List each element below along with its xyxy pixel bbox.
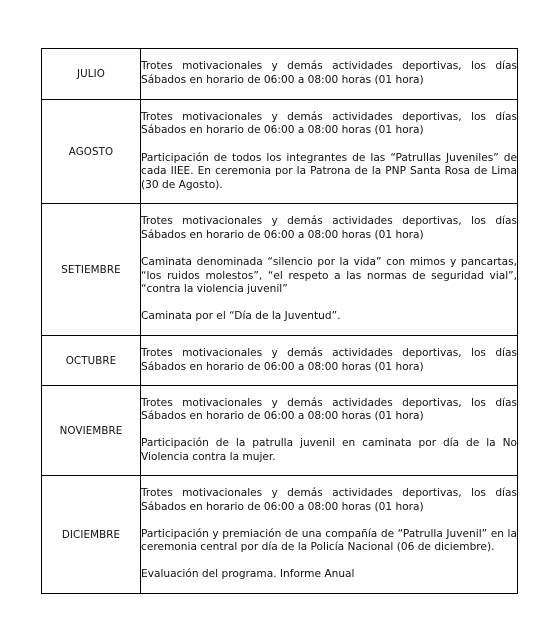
table-row bbox=[42, 386, 518, 476]
activity-cell bbox=[141, 49, 518, 100]
table-row bbox=[42, 476, 518, 594]
activities-schedule-table bbox=[41, 48, 518, 594]
activity-cell bbox=[141, 336, 518, 386]
table-row bbox=[42, 204, 518, 336]
table-row bbox=[42, 49, 518, 100]
activity-paragraph: Trotes motivacionales y demás actividades deportivas, los días Sábados en horario de 06:00 a 08:00 horas (01 hora) bbox=[141, 346, 517, 373]
activity-paragraph: Participación de la patrulla juvenil en caminata por día de la No Violencia contra la mujer. bbox=[141, 437, 517, 463]
activity-cell bbox=[141, 476, 518, 594]
month-cell: DICIEMBRE bbox=[42, 476, 141, 594]
activity-paragraph: Participación y premiación de una compañía de “Patrulla Juvenil” en la ceremonia central por día de la Policía Nacional (06 de diciembre). bbox=[141, 527, 517, 554]
month-cell: SETIEMBRE bbox=[42, 204, 141, 336]
month-cell: JULIO bbox=[42, 49, 141, 100]
activity-paragraph: Evaluación del programa. Informe Anual bbox=[141, 568, 355, 581]
activity-paragraph: Trotes motivacionales y demás actividades deportivas, los días Sábados en horario de 06:00 a 08:00 horas (01 hora) bbox=[141, 215, 517, 241]
activity-cell bbox=[141, 100, 518, 204]
table-row bbox=[42, 336, 518, 386]
activity-cell bbox=[141, 204, 518, 336]
month-cell: NOVIEMBRE bbox=[42, 386, 141, 476]
activity-paragraph: Caminata por el “Día de la Juventud”. bbox=[141, 310, 341, 323]
activity-paragraph: Participación de todos los integrantes de las “Patrullas Juveniles” de cada IIEE. En ceremonia por la Patrona de la PNP Santa Rosa de Lima (30 de Agosto). bbox=[141, 151, 517, 191]
activity-cell bbox=[141, 386, 518, 476]
activity-paragraph: Trotes motivacionales y demás actividades deportivas, los días Sábados en horario de 06:00 a 08:00 horas (01 hora) bbox=[141, 396, 517, 423]
activity-paragraph: Caminata denominada “silencio por la vida” con mimos y pancartas, “los ruidos molestos”, “el respeto a las normas de seguridad vial”, “contra la violencia juvenil” bbox=[141, 255, 517, 296]
table-row bbox=[42, 100, 518, 204]
activity-paragraph: Trotes motivacionales y demás actividades deportivas, los días Sábados en horario de 06:00 a 08:00 horas (01 hora) bbox=[141, 60, 517, 86]
activity-paragraph: Trotes motivacionales y demás actividades deportivas, los días Sábados en horario de 06:00 a 08:00 horas (01 hora) bbox=[141, 110, 517, 137]
month-cell: AGOSTO bbox=[42, 100, 141, 204]
month-cell: OCTUBRE bbox=[42, 336, 141, 386]
activity-paragraph: Trotes motivacionales y demás actividades deportivas, los días Sábados en horario de 06:00 a 08:00 horas (01 hora) bbox=[141, 486, 517, 513]
